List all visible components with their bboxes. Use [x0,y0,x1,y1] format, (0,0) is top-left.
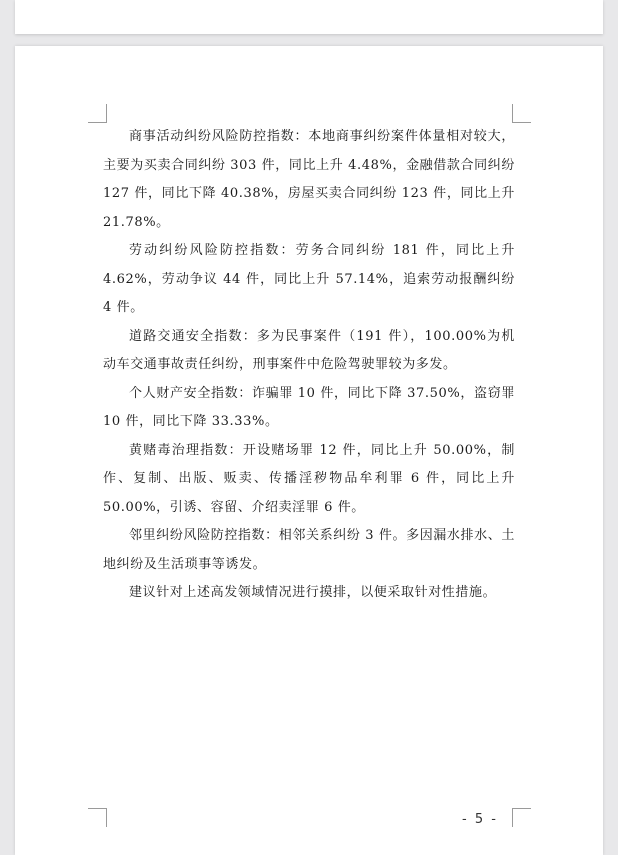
paragraph-personal-property[interactable]: 个人财产安全指数：诈骗罪 10 件，同比下降 37.50%，盗窃罪 10 件，同比下降 33.33%。 [103,385,515,429]
top-right-crop-mark [512,104,531,123]
top-left-crop-mark [88,104,107,123]
paragraph-labor-disputes[interactable]: 劳动纠纷风险防控指数：劳务合同纠纷 181 件，同比上升 4.62%，劳动争议 44 件，同比上升 57.14%，追索劳动报酬纠纷 4 件。 [103,243,515,315]
paragraph-neighbor-disputes[interactable]: 邻里纠纷风险防控指数：相邻关系纠纷 3 件。多因漏水排水、土地纠纷及生活琐事等诱发。 [103,528,515,572]
paragraph-road-traffic[interactable]: 道路交通安全指数：多为民事案件（191 件），100.00%为机动车交通事故责任纠纷，刑事案件中危险驾驶罪较为多发。 [103,328,515,372]
paragraph-recommendation[interactable]: 建议针对上述高发领域情况进行摸排，以便采取针对性措施。 [129,585,497,600]
document-body[interactable] [103,123,515,608]
paragraph-commercial-disputes[interactable]: 商事活动纠纷风险防控指数：本地商事纠纷案件体量相对较大，主要为买卖合同纠纷 303 件，同比上升 4.48%，金融借款合同纠纷 127 件，同比下降 40.38%，房屋买卖合同纠纷 123 件，同比上升 21.78%。 [103,129,515,230]
page-number: - 5 - [462,812,498,827]
bottom-right-crop-mark [512,808,531,827]
bottom-left-crop-mark [88,808,107,827]
previous-page[interactable] [15,0,603,34]
document-page[interactable] [15,46,603,855]
paragraph-vice-governance[interactable]: 黄赌毒治理指数：开设赌场罪 12 件，同比上升 50.00%，制作、复制、出版、贩卖、传播淫秽物品牟利罪 6 件，同比上升 50.00%，引诱、容留、介绍卖淫罪 6 件。 [103,442,515,515]
